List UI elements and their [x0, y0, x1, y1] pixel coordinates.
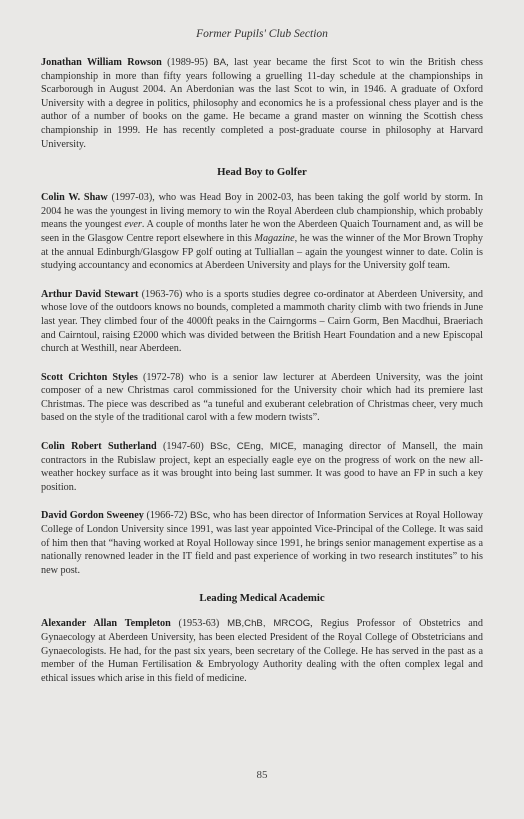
- entry-sutherland: [41, 440, 483, 494]
- entry-years: (1966-72): [143, 510, 191, 522]
- page-number: 85: [256, 769, 268, 781]
- entry-shaw: [41, 191, 483, 273]
- entry-text: , last year became the first Scot to win the British chess championship in more than fifty years following a gruelling 11-day schedule at the championships in Scarborough in August 2004. An Aberdonian was the last Scot to win, in 1946. A graduate of Oxford University with a degree in politics, philosophy and economics he is a professional chess player and is the author of a number of books on the game. He became a grand master on winning the Scottish chess championship in 1999. He has recently completed a post-graduate course in philosophy at Harvard University.: [41, 57, 483, 150]
- entry-name: Colin W. Shaw: [41, 192, 108, 204]
- entry-years: (1972-78): [137, 371, 189, 383]
- entry-styles: [41, 371, 483, 425]
- entry-text: who is a sports studies degree co-ordinator at Aberdeen University, and whose love of the outdoors knows no bounds, completed a mammoth charity climb with two friends in June last year. They climbed four of the 4000ft peaks in the Cairngorms – Cairn Gorm, Ben Macdhui, Braeriach and Cairntoul, raising £2000 which was divided between the British Heart Foundation and a new Episcopal church at Westhill, near Aberdeen.: [41, 288, 483, 355]
- entry-name: Arthur David Stewart: [41, 288, 139, 300]
- entry-text: , who has been director of Information Services at Royal Holloway College of London University since 1991, was last year appointed Vice-Principal of the College. It was said of him then that “having worked at Royal Holloway since 1991, he brings senior management expertise as a nationally renowned leader in the IT field and past experience of working in two research institutes” to his new post.: [41, 510, 483, 576]
- entry-name: David Gordon Sweeney: [41, 510, 144, 522]
- section-heading-medical: Leading Medical Academic: [199, 592, 325, 605]
- entry-years: (1947-60): [156, 441, 211, 453]
- page-content: [41, 56, 483, 700]
- entry-qualifications: BA: [213, 57, 227, 68]
- entry-text: , he was the winner of the Mor Brown Trophy at the annual Edinburgh/Glasgow FP golf outing at Tulliallan – again the youngest winner to date. Colin is studying accountancy and economics at Aberdeen University and plays for the University golf team.: [41, 232, 483, 272]
- entry-years: (1989-95): [161, 57, 214, 68]
- entry-emphasis: Magazine: [254, 232, 295, 244]
- entry-qualifications: BSc: [190, 510, 208, 522]
- entry-name: Jonathan William Rowson: [41, 57, 162, 68]
- entry-text: who is a senior law lecturer at Aberdeen University, was the joint composer of a new Christmas carol commissioned for the University choir which had its premiere last Christmas. The piece was described as “a tuneful and exuberant celebration of Christmas cheer, very much based on the style of the traditional carol with a few modern twists”.: [41, 371, 483, 424]
- entry-sweeney: [41, 509, 483, 577]
- entry-text: , Regius Professor of Obstetrics and Gynaecology at Aberdeen University, has been elected President of the Royal College of Obstetricians and Gynaecologists. He had, for the past six years, been secretary of the College. He has served in the past as a member of the Human Fertilisation & Embryology Authority dealing with the often complex legal and ethical issues which arise in this field of medicine.: [41, 618, 483, 684]
- entry-stewart: [41, 288, 483, 356]
- entry-years: (1963-76): [138, 288, 186, 300]
- entry-name: Alexander Allan Templeton: [41, 618, 171, 630]
- entry-rowson: [41, 56, 483, 151]
- entry-text: , managing director of Mansell, the main contractors in the Rubislaw project, kept an especially eagle eye on the progress of work on the new all-weather hockey surface as it was brought into being last summer. It was good to have an FP in such a key position.: [41, 441, 483, 493]
- entry-text: . A couple of months later he won the Aberdeen Quaich Tournament and, as will be seen in the Glasgow Centre report elsewhere in this: [41, 219, 483, 244]
- running-head: Former Pupils' Club Section: [196, 28, 328, 40]
- entry-templeton: [41, 617, 483, 685]
- entry-text: who was Head Boy in 2002-03, has been taking the golf world by storm. In 2004 he was the youngest in living memory to win the Royal Aberdeen club championship, which probably means the youngest: [41, 192, 483, 231]
- section-heading-golfer: Head Boy to Golfer: [217, 166, 307, 179]
- entry-qualifications: MB,ChB, MRCOG: [227, 618, 311, 630]
- entry-years: (1997-03),: [107, 192, 159, 204]
- entry-emphasis: ever: [124, 219, 142, 231]
- entry-name: Scott Crichton Styles: [41, 371, 138, 383]
- entry-qualifications: BSc, CEng, MICE: [210, 441, 294, 453]
- entry-years: (1953-63): [170, 618, 228, 630]
- entry-name: Colin Robert Sutherland: [41, 441, 157, 453]
